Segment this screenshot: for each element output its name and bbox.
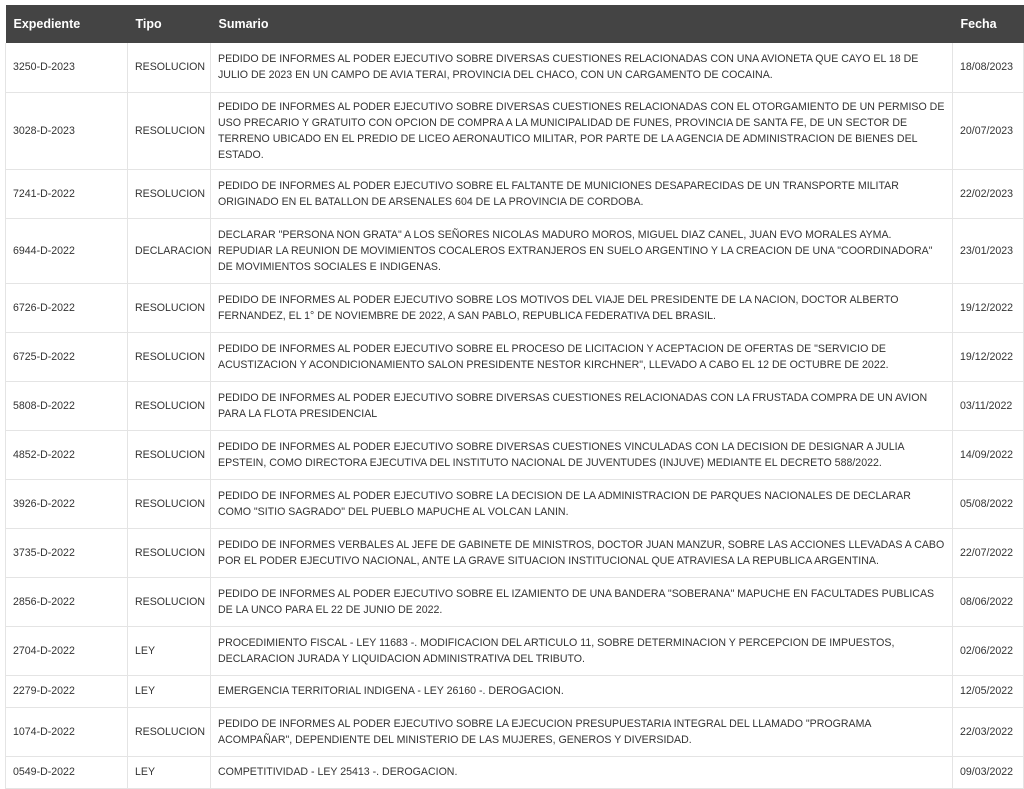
- cell-sumario[interactable]: PEDIDO DE INFORMES AL PODER EJECUTIVO SOBRE DIVERSAS CUESTIONES VINCULADAS CON LA DECISION DE DESIGNAR A JULIA EPSTEIN, COMO DIRECTORA EJECUTIVA DEL INSTITUTO NACIONAL DE JUVENTUDES (INJUVE) MEDIANTE EL DECRETO 588/2022.: [211, 430, 953, 479]
- cell-fecha: 08/06/2022: [953, 577, 1024, 626]
- cell-tipo: RESOLUCION: [128, 381, 211, 430]
- cell-sumario[interactable]: PEDIDO DE INFORMES AL PODER EJECUTIVO SOBRE EL FALTANTE DE MUNICIONES DESAPARECIDAS DE UN TRANSPORTE MILITAR ORIGINADO EN EL BATALLON DE ARSENALES 604 DE LA PROVINCIA DE CORDOBA.: [211, 169, 953, 218]
- column-header-sumario[interactable]: Sumario: [211, 5, 953, 43]
- header-row: [6, 5, 1024, 43]
- cell-sumario[interactable]: PEDIDO DE INFORMES AL PODER EJECUTIVO SOBRE DIVERSAS CUESTIONES RELACIONADAS CON EL OTORGAMIENTO DE UN PERMISO DE USO PRECARIO Y GRATUITO CON OPCION DE COMPRA A LA MUNICIPALIDAD DE FUNES, PROVINCIA DE SANTA FE, DE UN SECTOR DE TERRENO UBICADO EN EL PREDIO DE LICEO AERONAUTICO MILITAR, POR PARTE DE LA AGENCIA DE ADMINISTRACION DE BIENES DEL ESTADO.: [211, 92, 953, 169]
- cell-fecha: 19/12/2022: [953, 332, 1024, 381]
- cell-expediente[interactable]: 2704-D-2022: [6, 626, 128, 675]
- table-row: [6, 283, 1024, 332]
- cell-sumario[interactable]: PEDIDO DE INFORMES AL PODER EJECUTIVO SOBRE LA DECISION DE LA ADMINISTRACION DE PARQUES NACIONALES DE DECLARAR COMO "SITIO SAGRADO" DEL PUEBLO MAPUCHE AL VOLCAN LANIN.: [211, 479, 953, 528]
- cell-sumario[interactable]: PEDIDO DE INFORMES AL PODER EJECUTIVO SOBRE EL IZAMIENTO DE UNA BANDERA "SOBERANA" MAPUCHE EN FACULTADES PUBLICAS DE LA UNCO PARA EL 22 DE JUNIO DE 2022.: [211, 577, 953, 626]
- cell-tipo: DECLARACION: [128, 218, 211, 283]
- cell-tipo: RESOLUCION: [128, 283, 211, 332]
- cell-tipo: RESOLUCION: [128, 577, 211, 626]
- table-row: [6, 332, 1024, 381]
- cell-expediente[interactable]: 2279-D-2022: [6, 675, 128, 707]
- cell-expediente[interactable]: 4852-D-2022: [6, 430, 128, 479]
- cell-sumario[interactable]: DECLARAR "PERSONA NON GRATA" A LOS SEÑORES NICOLAS MADURO MOROS, MIGUEL DIAZ CANEL, JUAN EVO MORALES AYMA. REPUDIAR LA REUNION DE MOVIMIENTOS COCALEROS EXTRANJEROS EN SUELO ARGENTINO Y LA CREACION DE UNA "COORDINADORA" DE MOVIMIENTOS SOCIALES E INDIGENAS.: [211, 218, 953, 283]
- cell-expediente[interactable]: 1074-D-2022: [6, 707, 128, 756]
- cell-sumario[interactable]: PEDIDO DE INFORMES VERBALES AL JEFE DE GABINETE DE MINISTROS, DOCTOR JUAN MANZUR, SOBRE LAS ACCIONES LLEVADAS A CABO POR EL PODER EJECUTIVO NACIONAL, ANTE LA GRAVE SITUACION INSTITUCIONAL QUE ATRAVIESA LA REPUBLICA ARGENTINA.: [211, 528, 953, 577]
- cell-tipo: RESOLUCION: [128, 430, 211, 479]
- cell-tipo: RESOLUCION: [128, 169, 211, 218]
- cell-expediente[interactable]: 6726-D-2022: [6, 283, 128, 332]
- table-body: [6, 43, 1024, 788]
- table-row: [6, 479, 1024, 528]
- cell-fecha: 14/09/2022: [953, 430, 1024, 479]
- table-row: [6, 381, 1024, 430]
- table-row: [6, 218, 1024, 283]
- cell-sumario[interactable]: COMPETITIVIDAD - LEY 25413 -. DEROGACION.: [211, 756, 953, 788]
- cell-fecha: 19/12/2022: [953, 283, 1024, 332]
- table-row: [6, 707, 1024, 756]
- cell-tipo: RESOLUCION: [128, 43, 211, 92]
- cell-sumario[interactable]: PEDIDO DE INFORMES AL PODER EJECUTIVO SOBRE LA EJECUCION PRESUPUESTARIA INTEGRAL DEL LLAMADO "PROGRAMA ACOMPAÑAR", DEPENDIENTE DEL MINISTERIO DE LAS MUJERES, GENEROS Y DIVERSIDAD.: [211, 707, 953, 756]
- cell-fecha: 05/08/2022: [953, 479, 1024, 528]
- cell-fecha: 03/11/2022: [953, 381, 1024, 430]
- cell-fecha: 22/03/2022: [953, 707, 1024, 756]
- cell-tipo: RESOLUCION: [128, 332, 211, 381]
- table-row: [6, 528, 1024, 577]
- cell-expediente[interactable]: 5808-D-2022: [6, 381, 128, 430]
- cell-expediente[interactable]: 3250-D-2023: [6, 43, 128, 92]
- cell-fecha: 22/07/2022: [953, 528, 1024, 577]
- column-header-tipo[interactable]: Tipo: [128, 5, 211, 43]
- cell-sumario[interactable]: PEDIDO DE INFORMES AL PODER EJECUTIVO SOBRE DIVERSAS CUESTIONES RELACIONADAS CON LA FRUSTADA COMPRA DE UN AVION PARA LA FLOTA PRESIDENCIAL: [211, 381, 953, 430]
- cell-expediente[interactable]: 2856-D-2022: [6, 577, 128, 626]
- table-header: [6, 5, 1024, 43]
- cell-fecha: 09/03/2022: [953, 756, 1024, 788]
- cell-tipo: LEY: [128, 675, 211, 707]
- cell-sumario[interactable]: PEDIDO DE INFORMES AL PODER EJECUTIVO SOBRE LOS MOTIVOS DEL VIAJE DEL PRESIDENTE DE LA NACION, DOCTOR ALBERTO FERNANDEZ, EL 1° DE NOVIEMBRE DE 2022, A SAN PABLO, REPUBLICA FEDERATIVA DEL BRASIL.: [211, 283, 953, 332]
- table-row: [6, 675, 1024, 707]
- cell-tipo: RESOLUCION: [128, 707, 211, 756]
- cell-tipo: RESOLUCION: [128, 528, 211, 577]
- cell-fecha: 02/06/2022: [953, 626, 1024, 675]
- cell-sumario[interactable]: PEDIDO DE INFORMES AL PODER EJECUTIVO SOBRE DIVERSAS CUESTIONES RELACIONADAS CON UNA AVIONETA QUE CAYO EL 18 DE JULIO DE 2023 EN UN CAMPO DE AVIA TERAI, PROVINCIA DEL CHACO, CON UN CARGAMENTO DE COCAINA.: [211, 43, 953, 92]
- cell-sumario[interactable]: EMERGENCIA TERRITORIAL INDIGENA - LEY 26160 -. DEROGACION.: [211, 675, 953, 707]
- cell-expediente[interactable]: 7241-D-2022: [6, 169, 128, 218]
- cell-expediente[interactable]: 0549-D-2022: [6, 756, 128, 788]
- cell-tipo: LEY: [128, 626, 211, 675]
- table-row: [6, 92, 1024, 169]
- cell-tipo: LEY: [128, 756, 211, 788]
- cell-expediente[interactable]: 6725-D-2022: [6, 332, 128, 381]
- column-header-expediente[interactable]: Expediente: [6, 5, 128, 43]
- cell-fecha: 12/05/2022: [953, 675, 1024, 707]
- table-row: [6, 626, 1024, 675]
- table-row: [6, 577, 1024, 626]
- cell-expediente[interactable]: 3735-D-2022: [6, 528, 128, 577]
- cell-fecha: 22/02/2023: [953, 169, 1024, 218]
- cell-fecha: 18/08/2023: [953, 43, 1024, 92]
- cell-tipo: RESOLUCION: [128, 92, 211, 169]
- table-row: [6, 43, 1024, 92]
- table-row: [6, 430, 1024, 479]
- cell-tipo: RESOLUCION: [128, 479, 211, 528]
- cell-expediente[interactable]: 3926-D-2022: [6, 479, 128, 528]
- table-row: [6, 169, 1024, 218]
- cell-fecha: 20/07/2023: [953, 92, 1024, 169]
- expedientes-table: [5, 5, 1024, 789]
- cell-expediente[interactable]: 3028-D-2023: [6, 92, 128, 169]
- cell-fecha: 23/01/2023: [953, 218, 1024, 283]
- cell-expediente[interactable]: 6944-D-2022: [6, 218, 128, 283]
- cell-sumario[interactable]: PROCEDIMIENTO FISCAL - LEY 11683 -. MODIFICACION DEL ARTICULO 11, SOBRE DETERMINACION Y PERCEPCION DE IMPUESTOS, DECLARACION JURADA Y LIQUIDACION ADMINISTRATIVA DEL TRIBUTO.: [211, 626, 953, 675]
- cell-sumario[interactable]: PEDIDO DE INFORMES AL PODER EJECUTIVO SOBRE EL PROCESO DE LICITACION Y ACEPTACION DE OFERTAS DE "SERVICIO DE ACUSTIZACION Y ACONDICIONAMIENTO SALON PRESIDENTE NESTOR KIRCHNER", LLEVADO A CABO EL 12 DE OCTUBRE DE 2022.: [211, 332, 953, 381]
- expedientes-table-container: [5, 5, 1023, 789]
- table-row: [6, 756, 1024, 788]
- column-header-fecha[interactable]: Fecha: [953, 5, 1024, 43]
